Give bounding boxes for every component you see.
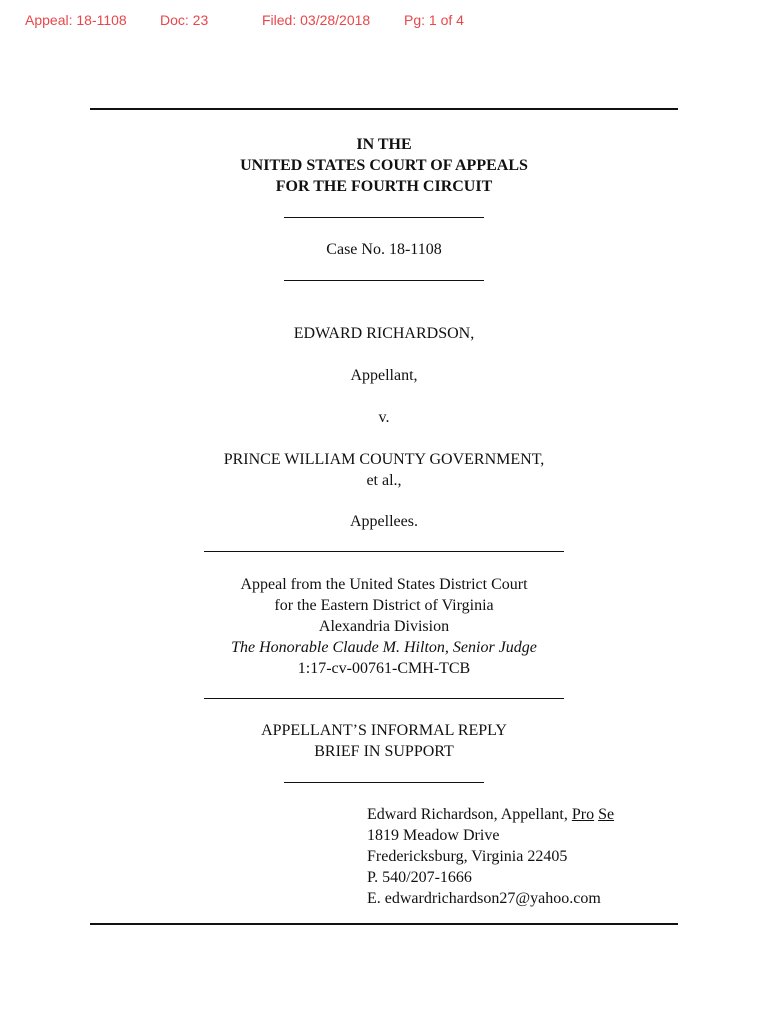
- divider-short-2: [284, 280, 484, 281]
- brief-title-line-1: APPELLANT’S INFORMAL REPLY: [261, 722, 507, 739]
- versus: v.: [378, 409, 390, 426]
- stamp-page-count: Pg: 1 of 4: [404, 12, 464, 28]
- stamp-filed-date: Filed: 03/28/2018: [262, 12, 371, 28]
- appellant-name: EDWARD RICHARDSON,: [293, 325, 475, 342]
- case-number: Case No. 18-1108: [326, 241, 442, 258]
- top-rule: [90, 108, 678, 110]
- filing-stamp: [0, 12, 768, 32]
- court-line-1: IN THE: [356, 136, 412, 153]
- stamp-appeal-number: Appeal: 18-1108: [25, 12, 127, 28]
- bottom-rule: [90, 923, 678, 925]
- court-heading: [90, 134, 678, 197]
- appeal-from-block: [90, 574, 678, 679]
- signature-name: Edward Richardson, Appellant,: [367, 806, 572, 823]
- divider-long-1: [204, 551, 564, 552]
- court-line-2: UNITED STATES COURT OF APPEALS: [240, 157, 528, 174]
- docket-number: 1:17-cv-00761-CMH-TCB: [297, 660, 471, 677]
- signature-name-line: [367, 804, 614, 825]
- pro-text: Pro: [571, 806, 595, 823]
- brief-title: [90, 720, 678, 762]
- appellant-role: Appellant,: [350, 367, 418, 384]
- court-line-3: FOR THE FOURTH CIRCUIT: [275, 178, 493, 195]
- stamp-doc-number: Doc: 23: [160, 12, 209, 28]
- appellee-name-line: PRINCE WILLIAM COUNTY GOVERNMENT,: [223, 451, 545, 468]
- address-line-1: 1819 Meadow Drive: [367, 827, 500, 844]
- signature-block: [367, 804, 614, 909]
- appellee-suffix: et al.,: [366, 472, 402, 489]
- appeal-from-line-1: Appeal from the United States District Court: [240, 576, 528, 593]
- appellee-name: [90, 449, 678, 491]
- divider-short-1: [284, 217, 484, 218]
- divider-long-2: [204, 698, 564, 699]
- appellee-role: Appellees.: [350, 513, 418, 530]
- phone-number: P. 540/207-1666: [367, 869, 472, 886]
- divider-short-3: [284, 782, 484, 783]
- address-line-2: Fredericksburg, Virginia 22405: [367, 848, 568, 865]
- judge-name: The Honorable Claude M. Hilton, Senior Judge: [231, 639, 537, 656]
- email-address: E. edwardrichardson27@yahoo.com: [367, 890, 601, 907]
- appeal-from-line-3: Alexandria Division: [318, 618, 450, 635]
- brief-title-line-2: BRIEF IN SUPPORT: [314, 743, 454, 760]
- se-text: Se: [598, 806, 615, 823]
- appeal-from-line-2: for the Eastern District of Virginia: [274, 597, 494, 614]
